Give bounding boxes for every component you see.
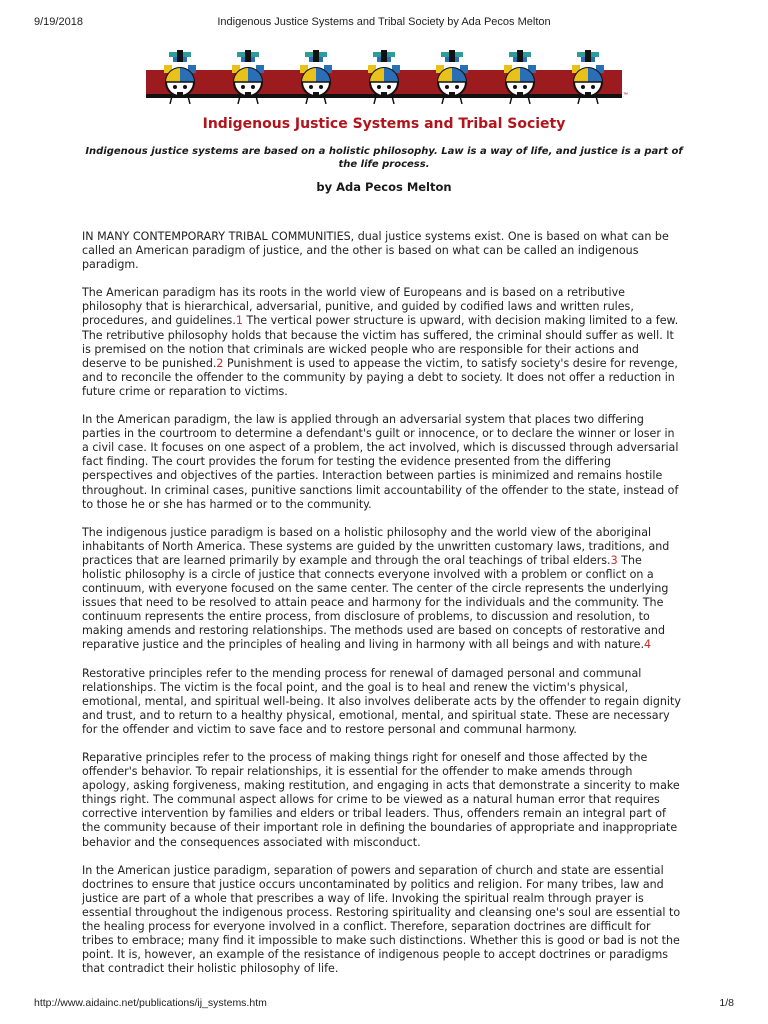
figure-crown — [381, 50, 387, 62]
figure-eye — [251, 85, 255, 89]
figure-eye — [523, 85, 527, 89]
print-date: 9/19/2018 — [34, 16, 83, 28]
paragraph-text: Reparative principles refer to the process of making things right for oneself and those affected by the offender's behavior. To repair relationships, it is essential for the offender to make amends through apology, asking forgiveness, making restitution, and engaging in acts that demonstrate a sincerity to make things right. The communal aspect allows for crime to be viewed as a natural human error that requires corrective intervention by families and elders or tribal leaders. Thus, offenders remain an integral part of the community because of their important role in defining the boundaries of appropriate and inappropriate behavior and the consequences associated with misconduct. — [82, 751, 680, 849]
paragraph-text: The holistic philosophy is a circle of justice that connects everyone involved with a problem or conflict on a continuum, with everyone focused on the same center. The center of the circle represents the underlying issues that need to be resolved to attain peace and harmony for the individuals and the community. The continuum represents the entire process, from disclosure of problems, to discussion and resolution, to making amends and restoring relationships. The methods used are based on concepts of restorative and reparative justice and the principles of healing and living in harmony with all beings and with nature. — [82, 553, 669, 652]
paragraph-text: The vertical power structure is upward, with decision making limited to a few. The retributive philosophy holds that because the victim has suffered, the criminal should suffer as well. It is premised on the notion that criminals are wicked people who are responsible for their actions and deserve to be punished. — [82, 314, 679, 370]
figure-crown — [313, 50, 319, 62]
article-subtitle: Indigenous justice systems are based on a holistic philosophy. Law is a way of life, and justice is a part of the life process. — [85, 146, 683, 170]
article-title: Indigenous Justice Systems and Tribal Society — [202, 116, 566, 132]
figure-eye — [309, 85, 313, 89]
banner-graphic — [146, 50, 622, 106]
figure-eye — [377, 85, 381, 89]
figure-crown — [177, 50, 183, 62]
body-paragraph — [82, 751, 682, 850]
paragraph-text: In the American justice paradigm, separation of powers and separation of church and state are essential doctrines to ensure that justice occurs uncontaminated by politics and religion. For many tribes, law and justice are part of a whole that prescribes a way of life. Invoking the spiritual realm through prayer is essential throughout the indigenous process. Restoring spirituality and cleansing one's soul are essential to the healing process for everyone involved in a conflict. Therefore, separation doctrines are difficult for tribes to embrace; many find it impossible to make such distinctions. Whether this is good or bad is not the point. It is, however, an example of the resistance of indigenous people to accept doctrines or paradigms that contradict their holistic philosophy of life. — [82, 863, 681, 976]
body-paragraph — [82, 286, 682, 399]
figure-mouth — [517, 92, 523, 96]
figure-eye — [445, 85, 449, 89]
body-paragraph — [82, 526, 682, 653]
paragraph-text: Punishment is used to appease the victim, to satisfy society's desire for revenge, and to reconcile the offender to the community by paying a debt to society. It does not offer a reduction in future crime or reparation to victims. — [82, 356, 678, 398]
figure-mouth — [177, 92, 183, 96]
figure-mouth — [245, 92, 251, 96]
figure-eye — [591, 85, 595, 89]
figure-eye — [183, 85, 187, 89]
figure-eye — [513, 85, 517, 89]
body-paragraph — [82, 864, 682, 977]
footnote-link[interactable]: 3 — [610, 553, 618, 567]
footnote-link[interactable]: 1 — [235, 314, 243, 328]
paragraph-text: The indigenous justice paradigm is based on a holistic philosophy and the world view of the aboriginal inhabitants of North America. These systems are guided by the unwritten customary laws, traditions, and practices that are learned primarily by example and through the oral teachings of tribal elders. — [82, 525, 670, 567]
figure-crown — [245, 50, 251, 62]
figure-mouth — [381, 92, 387, 96]
figure-crown — [517, 50, 523, 62]
figure-mouth — [313, 92, 319, 96]
figure-mouth — [449, 92, 455, 96]
print-document-title: Indigenous Justice Systems and Tribal Society by Ada Pecos Melton — [217, 16, 551, 28]
figure-eye — [581, 85, 585, 89]
page-number: 1/8 — [719, 997, 734, 1009]
paragraph-text: The American paradigm has its roots in the world view of Europeans and is based on a retributive philosophy that is hierarchical, adversarial, punitive, and guided by codified laws and written rules, procedures, and guidelines. — [82, 286, 634, 328]
paragraph-text: In the American paradigm, the law is applied through an adversarial system that places two differing parties in the courtroom to determine a defendant's guilt or innocence, or to declare the winner or loser in a civil case. It focuses on one aspect of a problem, the act involved, which is discussed through adversarial fact finding. The court provides the forum for testing the evidence presented from the differing perspectives and objectives of the parties. Interaction between parties is minimized and remains hostile throughout. In criminal cases, punitive sanctions limit accountability of the offender to the state, instead of to those he or she has harmed or to the community. — [82, 413, 679, 511]
figure-mouth — [585, 92, 591, 96]
print-footer — [34, 997, 734, 1011]
figure-eye — [387, 85, 391, 89]
footnote-link[interactable]: 2 — [216, 356, 224, 370]
footnote-link[interactable]: 4 — [643, 638, 652, 652]
article-body — [82, 230, 682, 990]
figure-eye — [241, 85, 245, 89]
body-paragraph — [82, 413, 682, 512]
page-url: http://www.aidainc.net/publications/ij_systems.htm — [34, 997, 267, 1009]
figure-eye — [319, 85, 323, 89]
paragraph-text: Restorative principles refer to the mending process for renewal of damaged personal and communal relationships. The victim is the focal point, and the goal is to heal and renew the victim's physical, emotional, mental, and spiritual well-being. It also involves deliberate acts by the offender to regain dignity and trust, and to return to a healthy physical, emotional, mental, and spiritual state. These are necessary for the offender and victim to save face and to restore personal and communal harmony. — [82, 666, 681, 736]
author-byline: by Ada Pecos Melton — [316, 180, 452, 194]
paragraph-text: IN MANY CONTEMPORARY TRIBAL COMMUNITIES, dual justice systems exist. One is based on what can be called an American paradigm of justice, and the other is based on what can be called an indigenous paradigm. — [82, 230, 669, 272]
figure-eye — [173, 85, 177, 89]
figure-eye — [455, 85, 459, 89]
print-header — [34, 16, 734, 30]
figure-crown — [585, 50, 591, 62]
body-paragraph — [82, 667, 682, 737]
figure-crown — [449, 50, 455, 62]
decorative-banner — [146, 50, 622, 106]
trademark-mark: ™ — [623, 92, 628, 98]
body-paragraph — [82, 230, 682, 272]
